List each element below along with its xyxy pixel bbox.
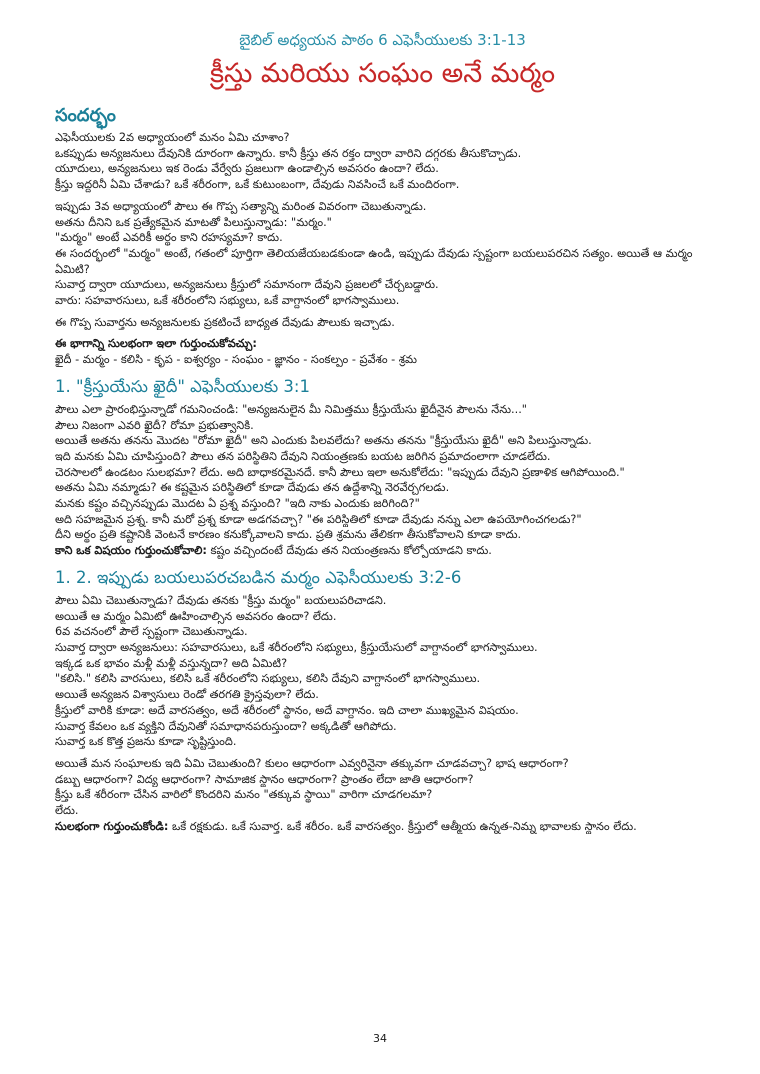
remember-text: ఒకే రక్షకుడు. ఒకే సువార్త. ఒకే శరీరం. ఒకే వారసత్వం. క్రీస్తులో ఆత్మీయ ఉన్నత-నిమ్న భావాలకు స్థానం లేదు. (168, 819, 637, 833)
text-line: ఇప్పుడు 3వ అధ్యాయంలో పౌలు ఈ గొప్ప సత్యాన్ని మరింత వివరంగా చెబుతున్నాడు. (55, 199, 427, 213)
text-line: దీని అర్థం ప్రతి కష్టానికి వెంటనే కారణం కనుక్కోవాలని కాదు. ప్రతి శ్రమను తేలికగా తీసుకోవాలని కూడా కాదు. (55, 528, 522, 542)
text-line: సువార్త ఒక కొత్త ప్రజను కూడా సృష్టిస్తుంది. (55, 735, 237, 749)
keywords-label: ఈ భాగాన్ని సులభంగా ఇలా గుర్తుంచుకోవచ్చు: (55, 337, 257, 351)
text-line: ఈ గొప్ప సువార్తను అన్యజనులకు ప్రకటించే బాధ్యత దేవుడు పౌలుకు ఇచ్చాడు. (55, 315, 395, 329)
section-2-heading: 1. 2. ఇప్పుడు బయలుపరచబడిన మర్మం ఎఫెసీయులకు 3:2-6 (55, 567, 462, 587)
text-line: "మర్మం" అంటే ఎవరికీ అర్థం కాని రహస్యమా? కాదు. (55, 231, 283, 245)
text-line: అది సహజమైన ప్రశ్న. కానీ మరో ప్రశ్న కూడా అడగవచ్చా? "ఈ పరిస్థితిలో కూడా దేవుడు నన్ను ఎలా ఉపయోగించగలడు?" (55, 512, 582, 526)
context-paragraph-2 (55, 199, 710, 309)
text-line: పౌలు నిజంగా ఎవరి ఖైదీ? రోమా ప్రభుత్వానికి. (55, 418, 254, 432)
text-line: ఎఫెసీయులకు 2వ అధ్యాయంలో మనం ఏమి చూశాం? (55, 131, 290, 144)
remember-note (55, 819, 710, 835)
page-number: 34 (373, 1032, 387, 1045)
text-line: పౌలు ఏమి చెబుతున్నాడు? దేవుడు తనకు "క్రీస్తు మర్మం" బయలుపరిచాడని. (55, 593, 387, 607)
text-line: అయితే అన్యజన విశ్వాసులు రెండో తరగతి క్రైస్తవులా? లేదు. (55, 688, 319, 702)
text-line: సువార్త కేవలం ఒక వ్యక్తిని దేవునితో సమాధానపరుస్తుందా? అక్కడితో ఆగిపోదు. (55, 719, 397, 733)
section-1-body (55, 402, 710, 559)
text-line: అతను దీనిని ఒక ప్రత్యేకమైన మాటతో పిలుస్తున్నాడు: "మర్మం." (55, 215, 332, 229)
section-2-body-1 (55, 593, 710, 750)
text-line: మనకు కష్టం వచ్చినప్పుడు మొదట ఏ ప్రశ్న వస్తుంది? "ఇది నాకు ఎందుకు జరిగింది?" (55, 497, 420, 511)
keywords-list: ఖైదీ - మర్మం - కలిసి - కృప - ఐశ్వర్యం - సంఘం - జ్ఞానం - సంకల్పం - ప్రవేశం - శ్రమ (55, 353, 417, 367)
text-line: సువార్త ద్వారా అన్యజనులు: సహవారసులు, ఒకే శరీరంలోని సభ్యులు, క్రీస్తుయేసులో వాగ్దానంలో భాగస్వాములు. (55, 640, 538, 654)
text-line: ఇక్కడ ఒక భావం మళ్లీ మళ్లీ వస్తున్నదా? అది ఏమిటి? (55, 656, 288, 670)
lesson-subtitle: బైబిల్ అధ్యయన పాఠం 6 ఎఫెసీయులకు 3:1-13 (239, 31, 526, 49)
section-1-heading: 1. "క్రీస్తుయేసు ఖైదీ" ఎఫెసీయులకు 3:1 (55, 376, 310, 396)
text-line: అయితే అతను తనను మొదట "రోమా ఖైదీ" అని ఎందుకు పిలవలేదు? అతను తనను "క్రీస్తుయేసు ఖైదీ" అని పిలుస్తున్నాడు. (55, 434, 592, 448)
remember-label: సులభంగా గుర్తుంచుకోండి: (55, 819, 169, 833)
text-line: క్రీస్తులో వారికి కూడా: అదే వారసత్వం, అదే శరీరంలో స్థానం, అదే వాగ్దానం. ఇది చాలా ముఖ్యమైన విషయం. (55, 703, 519, 717)
text-line: డబ్బు ఆధారంగా? విద్య ఆధారంగా? సామాజిక స్థానం ఆధారంగా? ప్రాంతం లేదా జాతి ఆధారంగా? (55, 772, 474, 786)
text-line: ఒకప్పుడు అన్యజనులు దేవునికి దూరంగా ఉన్నారు. కానీ క్రీస్తు తన రక్తం ద్వారా వారిని దగ్గరకు తీసుకొచ్చాడు. (55, 146, 522, 160)
text-line: అయితే మన సంఘాలకు ఇది ఏమి చెబుతుంది? కులం ఆధారంగా ఎవ్వరినైనా తక్కువగా చూడవచ్చా? భాష ఆధారంగా? (55, 756, 569, 770)
section-2-body-2 (55, 756, 710, 835)
context-heading: సందర్భం (55, 105, 116, 126)
text-line: "కలిసి." కలిసి వారసులు, కలిసి ఒకే శరీరంలోని సభ్యులు, కలిసి దేవుని వాగ్దానంలో భాగస్వాములు. (55, 672, 481, 686)
remember-label: కాని ఒక విషయం గుర్తుంచుకోవాలి: (55, 544, 207, 558)
remember-text: కష్టం వచ్చిందంటే దేవుడు తన నియంత్రణను కోల్పోయాడని కాదు. (206, 544, 492, 558)
text-line: అతను ఏమి నమ్మాడు? ఈ కష్టమైన పరిస్థితిలో కూడా దేవుడు తన ఉద్దేశాన్ని నెరవేర్చగలడు. (55, 481, 450, 495)
page-title: క్రీస్తు మరియు సంఘం అనే మర్మం (209, 58, 556, 89)
text-line: 6వ వచనంలో పౌలే స్పష్టంగా చెబుతున్నాడు. (55, 625, 248, 639)
text-line: లేదు. (55, 804, 79, 818)
text-line: వారు: సహవారసులు, ఒకే శరీరంలోని సభ్యులు, ఒకే వాగ్దానంలో భాగస్వాములు. (55, 294, 400, 308)
text-line: సువార్త ద్వారా యూదులు, అన్యజనులు క్రీస్తులో సమానంగా దేవుని ప్రజలలో చేర్చబడ్డారు. (55, 278, 439, 292)
text-line: పౌలు ఎలా ప్రారంభిస్తున్నాడో గమనించండి: "అన్యజనులైన మీ నిమిత్తము క్రీస్తుయేసు ఖైదీనైన పౌలను నేను..." (55, 402, 528, 416)
text-line: యూదులు, అన్యజనులు ఇక రెండు వేర్వేరు ప్రజలుగా ఉండాల్సిన అవసరం ఉందా? లేదు. (55, 162, 439, 176)
document-page (55, 30, 710, 840)
text-line: ఈ సందర్భంలో "మర్మం" అంటే, గతంలో పూర్తిగా తెలియజేయబడకుండా ఉండి, ఇప్పుడు దేవుడు స్పష్టంగా బయలుపరచిన సత్యం. అయితే ఆ మర్మం ఏమిటి? (55, 246, 693, 276)
context-paragraph-1 (55, 130, 710, 193)
text-line: ఇది మనకు ఏమి చూపిస్తుంది? పౌలు తన పరిస్థితిని దేవుని నియంత్రణకు బయట జరిగిన ప్రమాదంలాగా చూడలేదు. (55, 449, 551, 463)
remember-note (55, 543, 710, 559)
context-paragraph-3 (55, 315, 710, 331)
text-line: క్రీస్తు ఇద్దరినీ ఏమి చేశాడు? ఒకే శరీరంగా, ఒకే కుటుంబంగా, దేవుడు నివసించే ఒకే మందిరంగా. (55, 178, 460, 192)
text-line: క్రీస్తు ఒకే శరీరంగా చేసిన వారిలో కొందరిని మనం "తక్కువ స్థాయి" వారిగా చూడగలమా? (55, 788, 433, 802)
text-line: అయితే ఆ మర్మం ఏమిటో ఊహించాల్సిన అవసరం ఉందా? లేదు. (55, 609, 337, 623)
text-line: చెరసాలలో ఉండటం సులభమా? లేదు. అది బాధాకరమైనదే. కానీ పౌలు ఇలా అనుకోలేదు: "ఇప్పుడు దేవుని ప్రణాళిక ఆగిపోయింది." (55, 465, 625, 479)
